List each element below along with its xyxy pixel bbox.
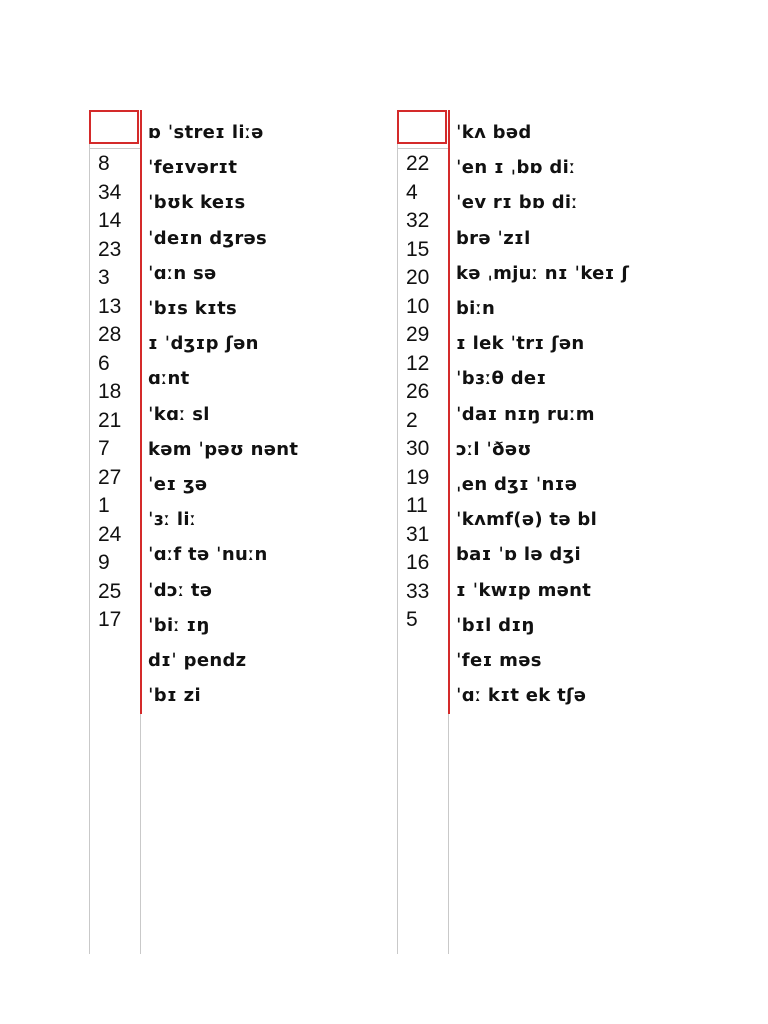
list-item-phonetic: ˌen dʒɪ ˈnɪə — [456, 474, 578, 496]
list-item-phonetic: ɪ ˈkwɪp mənt — [456, 579, 592, 601]
list-item-number: 27 — [98, 465, 122, 489]
list-item-phonetic: brə ˈzɪl — [456, 227, 531, 249]
list-item-number: 28 — [98, 323, 122, 346]
number-list-right — [406, 150, 429, 635]
list-item-phonetic: ˈdaɪ nɪŋ ruːm — [456, 403, 595, 425]
list-item-number: 17 — [98, 608, 122, 631]
list-item-phonetic: ˈbɜːθ deɪ — [456, 368, 547, 390]
list-item-number: 23 — [98, 237, 122, 261]
list-item-number: 20 — [406, 266, 430, 289]
list-item-number: 1 — [98, 494, 110, 517]
list-item-phonetic: kə ˌmjuː nɪ ˈkeɪ ʃ — [456, 262, 630, 284]
list-item-number: 15 — [406, 237, 430, 261]
list-item-phonetic: ɪ lek ˈtrɪ ʃən — [456, 333, 585, 355]
list-item-phonetic: ˈɑː kɪt ek tʃə — [456, 685, 587, 707]
list-item-number: 7 — [98, 437, 110, 460]
list-item-phonetic: ˈkʌ bəd — [456, 122, 532, 143]
list-item-number: 6 — [98, 351, 110, 375]
list-item-number: 21 — [98, 408, 122, 432]
list-item-number: 16 — [406, 551, 430, 574]
list-item-number: 24 — [98, 522, 122, 546]
list-item-phonetic: ˈbɪs kɪts — [148, 298, 237, 320]
answer-header-box-right[interactable] — [397, 110, 447, 144]
number-column-right — [397, 110, 449, 954]
list-item-phonetic: ˈdɔː tə — [148, 579, 213, 601]
margin-rule-right — [448, 110, 450, 714]
list-item-number: 12 — [406, 351, 430, 375]
list-item-phonetic: baɪ ˈɒ lə dʒi — [456, 544, 581, 566]
list-item-phonetic: ɔːl ˈðəʊ — [456, 438, 532, 460]
margin-rule-left — [140, 110, 142, 714]
list-item-number: 2 — [406, 408, 418, 432]
list-item-phonetic: biːn — [456, 298, 496, 320]
phonetic-list-right — [456, 115, 629, 713]
list-item-phonetic: ˈkʌmf(ə) tə bl — [456, 509, 598, 531]
list-item-phonetic: ˈbiː ɪŋ — [148, 614, 210, 636]
list-item-phonetic: ɑːnt — [148, 368, 190, 390]
list-item-number: 3 — [98, 266, 110, 289]
list-item-number: 5 — [406, 608, 418, 631]
list-item-phonetic: ˈfeɪ məs — [456, 650, 542, 672]
number-list-left — [98, 150, 121, 635]
list-item-phonetic: ˈɜː liː — [148, 509, 197, 531]
list-item-number: 29 — [406, 323, 430, 346]
list-item-number: 26 — [406, 380, 430, 403]
list-item-number: 8 — [98, 152, 110, 175]
list-item-number: 31 — [406, 522, 430, 546]
list-item-number: 34 — [98, 180, 122, 204]
list-item-number: 32 — [406, 209, 430, 232]
header-divider-right — [398, 148, 448, 149]
answer-header-box-left[interactable] — [89, 110, 139, 144]
list-item-phonetic: dɪˈ pendz — [148, 650, 247, 672]
list-item-number: 11 — [406, 494, 428, 517]
list-item-number: 4 — [406, 180, 418, 204]
list-item-number: 30 — [406, 437, 430, 460]
list-item-phonetic: ˈɑːn sə — [148, 262, 217, 284]
list-item-number: 25 — [98, 579, 122, 603]
list-item-number: 18 — [98, 380, 122, 403]
list-item-phonetic: ˈdeɪn dʒrəs — [148, 227, 268, 249]
list-item-phonetic: ˈbɪl dɪŋ — [456, 614, 535, 636]
list-item-phonetic: ˈɑːf tə ˈnuːn — [148, 544, 268, 566]
header-divider-left — [90, 148, 140, 149]
list-item-phonetic: ɒ ˈstreɪ liːə — [148, 122, 264, 143]
list-item-phonetic: ˈkɑː sl — [148, 403, 210, 425]
list-item-number: 14 — [98, 209, 122, 232]
list-item-number: 13 — [98, 294, 122, 318]
list-item-phonetic: ˈbɪ zi — [148, 685, 201, 707]
list-item-phonetic: kəm ˈpəʊ nənt — [148, 438, 299, 460]
number-column-left — [89, 110, 141, 954]
phonetic-list-left — [148, 115, 298, 713]
list-item-phonetic: ˈeɪ ʒə — [148, 474, 208, 496]
list-item-number: 10 — [406, 294, 430, 318]
list-item-phonetic: ˈev rɪ bɒ diː — [456, 192, 578, 214]
list-item-number: 9 — [98, 551, 110, 574]
list-item-phonetic: ˈen ɪ ˌbɒ diː — [456, 157, 576, 179]
list-item-phonetic: ɪ ˈdʒɪp ʃən — [148, 333, 259, 355]
list-item-phonetic: ˈbʊk keɪs — [148, 192, 246, 214]
list-item-number: 22 — [406, 152, 430, 175]
list-item-number: 19 — [406, 465, 430, 489]
list-item-number: 33 — [406, 579, 430, 603]
list-item-phonetic: ˈfeɪvərɪt — [148, 157, 238, 179]
